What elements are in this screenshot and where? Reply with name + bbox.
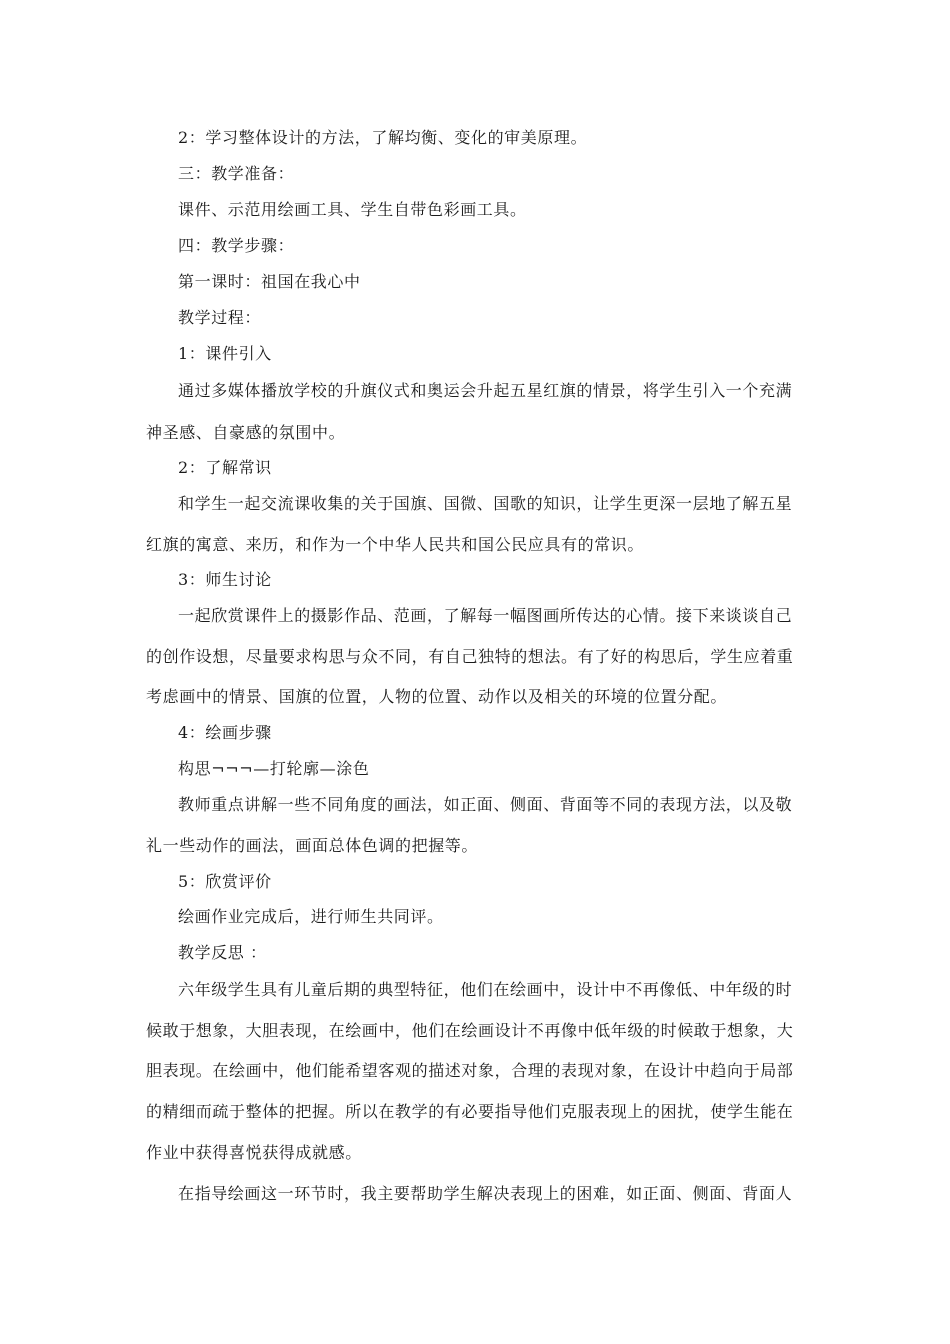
text-line: 2：学习整体设计的方法，了解均衡、变化的审美原理。 — [178, 128, 588, 147]
paragraph-line: 通过多媒体播放学校的升旗仪式和奥运会升起五星红旗的情景，将学生引入一个充满 — [178, 381, 793, 400]
lesson-title: 第一课时：祖国在我心中 — [178, 272, 361, 291]
paragraph-line: 在指导绘画这一环节时，我主要帮助学生解决表现上的困难，如正面、侧面、背面人 — [178, 1184, 793, 1203]
paragraph-line: 神圣感、自豪感的氛围中。 — [146, 423, 346, 442]
paragraph-line: 的创作设想，尽量要求构思与众不同，有自己独特的想法。有了好的构思后，学生应着重 — [146, 647, 794, 666]
paragraph-line: 红旗的寓意、来历，和作为一个中华人民共和国公民应具有的常识。 — [146, 535, 645, 554]
paragraph-line: 胆表现。在绘画中，他们能希望客观的描述对象，合理的表现对象，在设计中趋向于局部 — [146, 1061, 794, 1080]
paragraph-line: 作业中获得喜悦获得成就感。 — [146, 1143, 362, 1162]
paragraph-line: 候敢于想象，大胆表现，在绘画中，他们在绘画设计不再像中低年级的时候敢于想象，大 — [146, 1021, 794, 1040]
paragraph-line: 六年级学生具有儿童后期的典型特征，他们在绘画中，设计中不再像低、中年级的时 — [178, 980, 793, 999]
text-line: 构思¬¬¬—打轮廓—涂色 — [178, 759, 370, 778]
paragraph-line: 和学生一起交流课收集的关于国旗、国微、国歌的知识，让学生更深一层地了解五星 — [178, 494, 793, 513]
step-heading: 5：欣赏评价 — [178, 872, 272, 891]
section-heading: 四：教学步骤： — [178, 236, 295, 255]
step-heading: 4：绘画步骤 — [178, 723, 272, 742]
step-heading: 1：课件引入 — [178, 344, 272, 363]
section-heading: 教学过程： — [178, 308, 262, 327]
paragraph-line: 教师重点讲解一些不同角度的画法，如正面、侧面、背面等不同的表现方法，以及敬 — [178, 795, 793, 814]
step-heading: 2：了解常识 — [178, 458, 272, 477]
section-heading: 三：教学准备： — [178, 164, 295, 183]
paragraph-line: 考虑画中的情景、国旗的位置，人物的位置、动作以及相关的环境的位置分配。 — [146, 687, 728, 706]
step-heading: 3：师生讨论 — [178, 570, 272, 589]
paragraph-line: 礼一些动作的画法，画面总体色调的把握等。 — [146, 836, 479, 855]
text-line: 绘画作业完成后，进行师生共同评。 — [178, 907, 444, 926]
text-line: 课件、示范用绘画工具、学生自带色彩画工具。 — [178, 200, 527, 219]
paragraph-line: 的精细而疏于整体的把握。所以在教学的有必要指导他们克服表现上的困扰，使学生能在 — [146, 1102, 794, 1121]
section-heading: 教学反思 ： — [178, 943, 267, 962]
paragraph-line: 一起欣赏课件上的摄影作品、范画，了解每一幅图画所传达的心情。接下来谈谈自己 — [178, 606, 793, 625]
